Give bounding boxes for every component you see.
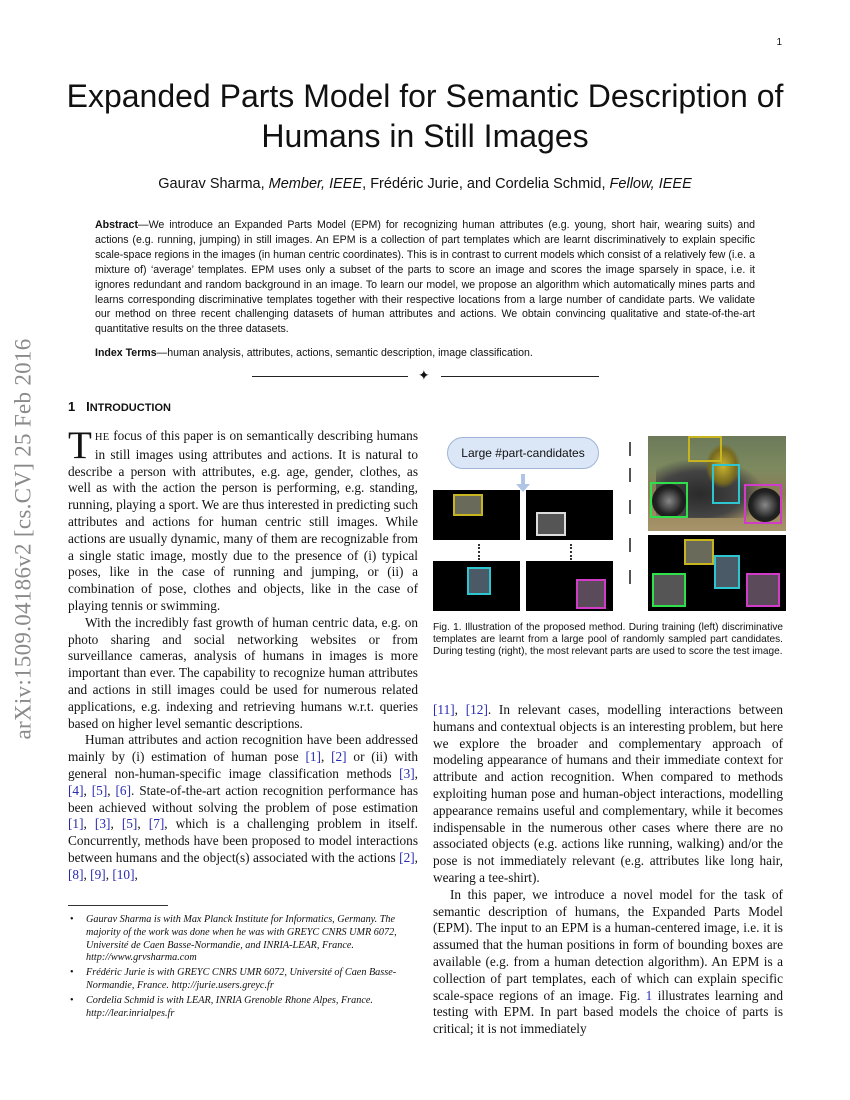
text-run: , [83, 782, 92, 798]
separator-left [252, 376, 408, 377]
author-1-role: Member, IEEE [268, 176, 363, 192]
section-title-rest: NTRODUCTION [89, 402, 171, 414]
text-run: , [414, 765, 418, 781]
part-box [746, 573, 780, 607]
intro-paragraph-1 [68, 424, 418, 615]
test-image [648, 436, 786, 531]
part-box [688, 436, 722, 462]
index-terms [95, 347, 755, 359]
part-box [650, 482, 688, 518]
down-arrow-icon [521, 474, 525, 484]
text-run: . In relevant cases, modelling interactions between humans and contextual objects is an interesting problem, but here we explore the broader and complementary approach of modeling appearance of humans and their immediate context for attribute and action recognition. When compared to methods exploiting human pose and human-object interactions, modelling appearance remains useful and complementary, while it becomes indispensable in the numerous other cases where there are no associated objects (e.g. actions like running, walking) and/or the pose is not immediately relevant (e.g. attributes like long hair, wearing a tee-shirt). [433, 702, 783, 885]
citation-link[interactable]: [3] [399, 765, 415, 781]
citation-link[interactable]: [11] [433, 702, 455, 717]
citation-link[interactable]: [12] [465, 702, 488, 717]
intro-paragraph-3 [68, 732, 418, 883]
footnote-2: • Frédéric Jurie is with GREYC CNRS UMR 6072, Université of Caen Basse-Normandie, France. http://jurie.users.greyc.fr [86, 967, 418, 993]
arxiv-sidebar [2, 290, 46, 788]
train-test-separator [629, 538, 631, 552]
citation-link[interactable]: [10] [112, 866, 135, 882]
text-run: Human attributes and action recognition have been addressed mainly by (i) estimation of human pose [68, 732, 418, 765]
train-test-separator [629, 500, 631, 514]
figure-link[interactable]: 1 [645, 987, 653, 1003]
citation-link[interactable]: [4] [68, 782, 84, 798]
text-run: , which is a challenging problem in itself. Concurrently, methods have been proposed to model interactions between humans and the object(s) associated with the actions [68, 816, 418, 865]
part-box [453, 494, 483, 516]
separator-glyph: ✦ [418, 369, 430, 384]
footnote-1: • Gaurav Sharma is with Max Planck Institute for Informatics, Germany. The majority of the work was done when he was with GREYC CNRS UMR 6072, Université de Caen Basse-Normandie, and INRIA-LEAR, France. http://www.grvsharma.com [86, 914, 418, 965]
abstract [95, 218, 755, 337]
right-paragraph-1 [433, 702, 783, 887]
drop-cap: T [68, 424, 92, 467]
figure-caption: Fig. 1. Illustration of the proposed method. During training (left) discriminative templates are learnt from a large pool of randomly sampled part candidates. During testing (right), the most relevant parts are used to score the test image. [433, 622, 783, 658]
citation-link[interactable]: [5] [91, 782, 108, 798]
right-paragraph-2 [433, 887, 783, 1038]
section-heading [68, 399, 171, 414]
part-candidates-cloud: Large #part-candidates [447, 437, 599, 469]
citation-link[interactable]: [3] [94, 816, 111, 832]
intro-paragraph-2: With the incredibly fast growth of human centric data, e.g. on photo sharing and social networking websites or from surveillance cameras, analysis of humans in images is more important than ever. The capability to recognize human attributes and actions in still images could be used for numerous related applications, e.g. indexing and retrieving humans w.r.t. queries based on higher level semantic descriptions. [68, 614, 418, 731]
part-box [744, 484, 782, 524]
footnotes [68, 914, 418, 1022]
train-test-separator [629, 442, 631, 456]
text-run: , [414, 849, 418, 865]
train-test-separator [629, 468, 631, 482]
part-box [536, 512, 566, 536]
training-thumbnail [433, 490, 520, 540]
part-box [714, 555, 740, 589]
text-run: , [134, 866, 138, 882]
citation-link[interactable]: [9] [90, 866, 106, 882]
index-terms-label: Index Terms [95, 347, 157, 359]
author-2-3: , Frédéric Jurie, and Cordelia Schmid, [362, 176, 610, 192]
citation-link[interactable]: [8] [68, 866, 84, 882]
part-box [467, 567, 491, 595]
text-run: In this paper, we introduce a novel model for the task of semantic description of humans, the Expanded Parts Model (EPM). The input to an EPM is a human-centered image, i.e. it is assumed that the human positions in form of bounding boxes are available (e.g. from a human detection algorithm). An EPM is a collection of part templates, each of which can explain specific scale-space regions of an image. Fig. [433, 886, 783, 1003]
text-run: . State-of-the-art action recognition performance has been achieved without solving the problem of pose estimation [68, 782, 418, 815]
figure-1 [433, 430, 788, 615]
section-number: 1 [68, 399, 76, 414]
footnote-rule [68, 905, 168, 906]
training-thumbnail [526, 490, 613, 540]
citation-link[interactable]: [1] [68, 816, 84, 832]
citation-link[interactable]: [1] [305, 749, 321, 765]
index-terms-text: —human analysis, attributes, actions, semantic description, image classification. [156, 347, 533, 359]
citation-link[interactable]: [2] [331, 749, 347, 765]
part-box [652, 573, 686, 607]
citation-link[interactable]: [7] [148, 816, 165, 832]
test-parts-panel [648, 535, 786, 611]
author-1: Gaurav Sharma, [158, 176, 269, 192]
part-box [576, 579, 606, 609]
training-thumbnail [526, 561, 613, 611]
text-run: , [110, 816, 122, 832]
footnote-3: • Cordelia Schmid is with LEAR, INRIA Grenoble Rhone Alpes, France. http://lear.inrialpes.fr [86, 995, 418, 1021]
abstract-text: —We introduce an Expanded Parts Model (EPM) for recognizing human attributes (e.g. young, short hair, wearing suits) and actions (e.g. running, jumping) in still images. An EPM is a collection of part templates which are learnt discriminatively to explain specific scale-space regions in the images (in human centric coordinates). This is in contrast to current models which consist of a relatively few (i.e. a mixture of) ‘average’ templates. EPM uses only a subset of the parts to score an image and scores the image sparsely in space, i.e. it ignores redundant and random background in an image. To learn our model, we propose an algorithm which automatically mines parts and learns corresponding discriminative templates together with their respective locations from a large number of candidate parts. We validate our method on three recent challenging datasets of human attributes and actions. We obtain convincing qualitative and state-of-the-art quantitative results on the three datasets. [95, 219, 755, 336]
part-box [684, 539, 714, 565]
intro-paragraph-1-text: focus of this paper is on semantically describing humans in still images using attributes and actions. It is natural to describe a person with attributes, e.g. age, gender, clothes, as well as with the action the person is performing, e.g. standing, running, playing a sport. We are thus interested in predicting such attributes and actions for human centric still images. While actions are usually dynamic, many of them are recognizable from a single static image, mostly due to the presence of (i) typical poses, like in the case of running and jumping, or (ii) a combination of pose, clothes and objects, like in the case of playing tennis or swimming. [68, 428, 418, 613]
training-thumbnail [433, 561, 520, 611]
left-column [68, 424, 418, 884]
text-run: or (ii) with general non-human-specific image classification methods [68, 749, 418, 781]
page-number: 1 [776, 37, 782, 48]
right-column [433, 702, 783, 1038]
ellipsis-dots [478, 544, 480, 560]
paper-title: Expanded Parts Model for Semantic Description of Humans in Still Images [66, 78, 784, 154]
arxiv-id: arXiv:1509.04186v2 [cs.CV] 25 Feb 2016 [11, 338, 36, 740]
text-run: , [83, 816, 95, 832]
author-3-role: Fellow, IEEE [609, 176, 692, 192]
train-test-separator [629, 570, 631, 584]
text-run: illustrates learning and testing with EPM. In part based models the choice of parts is critical; it is not immediately [433, 987, 783, 1037]
part-box [712, 464, 740, 504]
text-run: , [105, 866, 113, 882]
abstract-label: Abstract [95, 219, 138, 231]
citation-link[interactable]: [6] [115, 782, 132, 798]
separator-right [441, 376, 599, 377]
text-run: , [137, 816, 149, 832]
ellipsis-dots [570, 544, 572, 560]
text-run: , [83, 866, 91, 882]
text-run: , [107, 782, 116, 798]
text-run: , [454, 702, 466, 717]
citation-link[interactable]: [5] [121, 816, 138, 832]
text-run: , [320, 749, 332, 765]
citation-link[interactable]: [2] [399, 849, 415, 865]
drop-cap-smallcaps: HE [94, 432, 110, 443]
author-line [40, 176, 810, 192]
section-title-initial: I [86, 399, 90, 414]
